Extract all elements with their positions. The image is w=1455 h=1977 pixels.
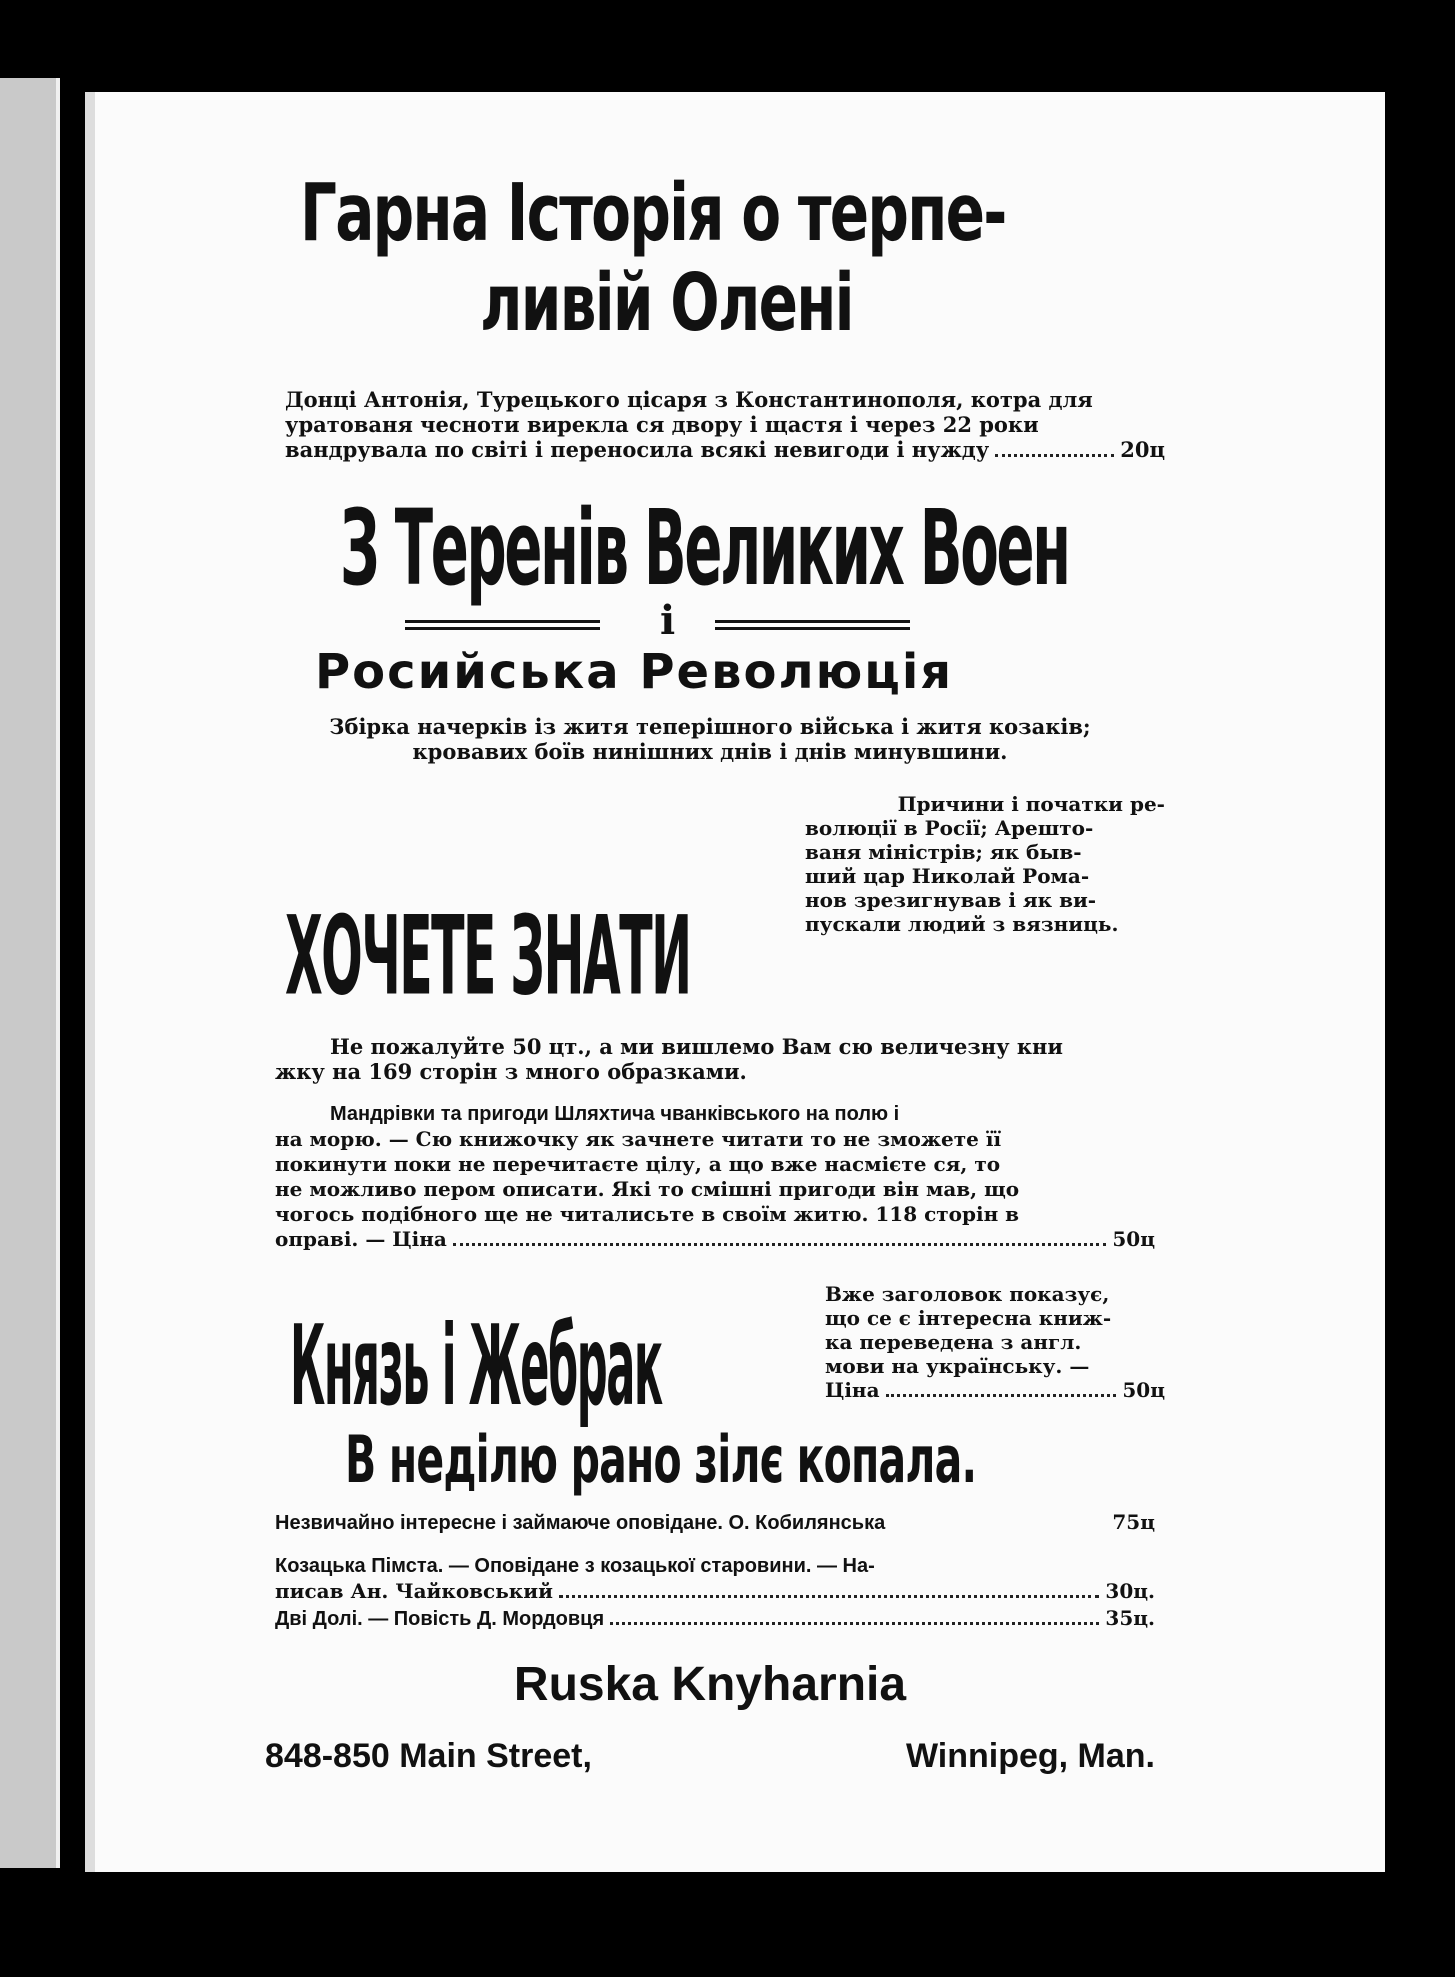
book2-conjunction: і xyxy=(660,597,676,644)
book6-line-1: Козацька Пімста. — Оповідане з козацької старовини. — На- xyxy=(275,1555,875,1577)
book3-line-6 xyxy=(275,1227,1155,1252)
book3-price-leader xyxy=(453,1243,1107,1246)
book2-want-to-know: ХОЧЕТЕ ЗНАТИ xyxy=(285,892,691,1020)
book1-desc-line-2: уратованя чесноти вирекла ся двору і щастя і через 22 роки xyxy=(285,412,1039,437)
book1-desc-line-3-text: вандрувала по світі і переносила всякі невигоди і нужду xyxy=(285,437,990,462)
book4-price-label: Ціна xyxy=(825,1378,880,1402)
book4-side-line-4: мови на українську. — xyxy=(825,1354,1090,1378)
book1-price-leader xyxy=(995,454,1114,457)
book2-side-line-4: ший цар Николай Рома- xyxy=(805,864,1090,888)
book4-price-leader xyxy=(886,1394,1117,1397)
book2-desc-line-1: Збірка начерків із житя теперішного війська і житя козаків; xyxy=(329,714,1091,739)
book3-line-2: на морю. — Сю книжочку як зачнете читати то не зможете її xyxy=(275,1127,1002,1151)
book5-description xyxy=(275,1510,1155,1536)
book7-price-leader xyxy=(610,1622,1099,1625)
book7-text: Дві Долі. — Повість Д. Мордовця xyxy=(275,1608,605,1630)
book5-line xyxy=(275,1510,1155,1536)
store-name: Ruska Knyharnia xyxy=(513,1658,907,1711)
book3-line-5: чогось подібного ще не читалисьте в своїм житю. 118 сторін в xyxy=(275,1202,1020,1226)
book3-line-6-text: оправі. — Ціна xyxy=(275,1227,447,1251)
adjacent-page-edge xyxy=(0,78,60,1868)
book7-price: 35ц. xyxy=(1105,1606,1155,1630)
book7-line xyxy=(275,1606,1155,1632)
book2-offer-line-2: жку на 169 сторін з много образками. xyxy=(275,1059,747,1084)
book6-description xyxy=(275,1554,1155,1604)
book3-line-3: покинути поки не перечитаєте цілу, а що вже насмієте ся, то xyxy=(275,1152,1001,1176)
book4-price-line xyxy=(825,1378,1165,1403)
book2-offer xyxy=(265,1034,1155,1084)
book6-price-leader xyxy=(559,1595,1100,1598)
book2-side-line-6: пускали людий з вязниць. xyxy=(805,912,1119,936)
book1-title-line2: ливій Олені xyxy=(480,257,853,350)
book4-side-text xyxy=(825,1282,1165,1403)
book2-side-line-5: нов зрезигнував і як ви- xyxy=(805,888,1097,912)
book4-side-line-1: Вже заголовок показує, xyxy=(825,1282,1110,1306)
book2-subtitle: Росийська Революція xyxy=(315,644,954,700)
book2-side-line-1: Причини і початки ре- xyxy=(897,792,1165,816)
book5-price: 75ц xyxy=(1112,1510,1155,1534)
book6-line-2 xyxy=(275,1579,1155,1604)
book4-side-line-2: що се є інтересна книж- xyxy=(825,1306,1112,1330)
book4-price: 50ц xyxy=(1122,1378,1165,1402)
book1-description xyxy=(285,387,1165,463)
book6-line-2-text: писав Ан. Чайковський xyxy=(275,1579,553,1603)
book2-title: З Теренів Великих Воен xyxy=(340,487,1069,609)
book2-desc-line-2: кровавих боїв нинішних днів і днів минувшини. xyxy=(412,739,1008,764)
store-city: Winnipeg, Man. xyxy=(905,1737,1155,1775)
book4-side-line-3: ка переведена з англ. xyxy=(825,1330,1082,1354)
book1-desc-line-3 xyxy=(285,437,1165,463)
store-address: 848-850 Main Street, xyxy=(265,1737,592,1775)
book2-description xyxy=(265,714,1155,764)
book2-rule-left xyxy=(405,620,600,630)
book1-desc-line-1: Донці Антонія, Турецького цісаря з Константинополя, котра для xyxy=(285,387,1093,412)
book1-price: 20ц xyxy=(1120,437,1165,462)
book2-rule-right xyxy=(715,620,910,630)
book3-line-1: Мандрівки та пригоди Шляхтича чванківського на полю і xyxy=(330,1103,900,1125)
book1-title-line1: Гарна Історія о терпе- xyxy=(300,167,1006,260)
book5-desc: Незвичайно інтересне і займаюче оповідане. О. Кобилянська xyxy=(275,1512,886,1534)
book3-line-4: не можливо пером описати. Які то смішні пригоди він мав, що xyxy=(275,1177,1020,1201)
book3-price: 50ц xyxy=(1112,1227,1155,1251)
book7-description xyxy=(275,1606,1155,1632)
book2-side-text xyxy=(805,792,1165,936)
book4-title: Князь і Жебрак xyxy=(290,1302,662,1432)
book2-offer-line-1: Не пожалуйте 50 цт., а ми вишлемо Вам сю величезну кни xyxy=(330,1034,1063,1059)
book2-side-line-2: волюції в Росії; Арешто- xyxy=(805,816,1094,840)
book3-description xyxy=(275,1102,1155,1252)
book5-title: В неділю рано зілє копала. xyxy=(345,1422,977,1498)
book2-side-line-3: ваня міністрів; як быв- xyxy=(805,840,1082,864)
book6-price: 30ц. xyxy=(1105,1579,1155,1603)
advertisement-page xyxy=(85,92,1385,1872)
